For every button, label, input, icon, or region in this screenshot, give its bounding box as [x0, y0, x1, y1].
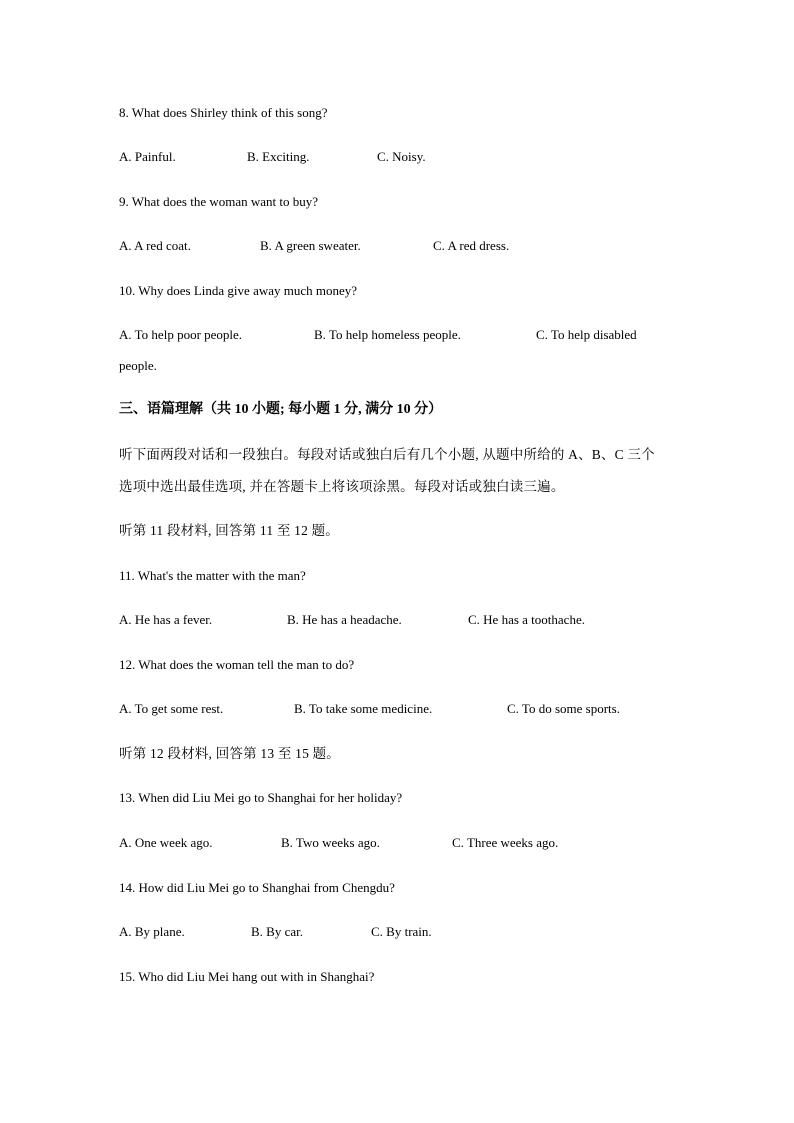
- q10-option-c: C. To help disabled: [536, 327, 637, 342]
- q8-option-a: A. Painful.: [119, 149, 176, 164]
- q12-option-c: C. To do some sports.: [507, 701, 620, 716]
- q12-option-b: B. To take some medicine.: [294, 701, 433, 716]
- question-12-options: [119, 700, 719, 718]
- instructions-line-2: 选项中选出最佳选项, 并在答题卡上将该项涂黑。每段对话或独白读三遍。: [119, 479, 565, 494]
- question-14: 14. How did Liu Mei go to Shanghai from Chengdu?: [119, 880, 395, 895]
- question-12: 12. What does the woman tell the man to do?: [119, 657, 355, 672]
- question-13-options: [119, 834, 719, 852]
- question-11-options: [119, 611, 719, 629]
- question-14-options: [119, 923, 719, 941]
- question-15: 15. Who did Liu Mei hang out with in Shanghai?: [119, 969, 375, 984]
- q11-option-a: A. He has a fever.: [119, 612, 213, 627]
- question-10: 10. Why does Linda give away much money?: [119, 283, 358, 298]
- q14-option-a: A. By plane.: [119, 924, 185, 939]
- q8-option-c: C. Noisy.: [377, 149, 426, 164]
- question-13: 13. When did Liu Mei go to Shanghai for her holiday?: [119, 790, 403, 805]
- question-11: 11. What's the matter with the man?: [119, 568, 306, 583]
- q9-option-b: B. A green sweater.: [260, 238, 361, 253]
- q8-option-b: B. Exciting.: [247, 149, 310, 164]
- q13-option-c: C. Three weeks ago.: [452, 835, 559, 850]
- q9-option-c: C. A red dress.: [433, 238, 510, 253]
- q12-option-a: A. To get some rest.: [119, 701, 224, 716]
- material-11-prompt: 听第 11 段材料, 回答第 11 至 12 题。: [119, 523, 339, 538]
- q9-option-a: A. A red coat.: [119, 238, 191, 253]
- q10-option-a: A. To help poor people.: [119, 327, 243, 342]
- q11-option-c: C. He has a toothache.: [468, 612, 585, 627]
- section-3-title: 三、语篇理解（共 10 小题; 每小题 1 分, 满分 10 分）: [119, 402, 443, 417]
- question-9: 9. What does the woman want to buy?: [119, 194, 319, 209]
- question-10-options: [119, 326, 719, 344]
- question-8-options: [119, 148, 719, 166]
- q10-option-c-continued: people.: [119, 358, 157, 373]
- question-9-options: [119, 237, 719, 255]
- material-12-prompt: 听第 12 段材料, 回答第 13 至 15 题。: [119, 746, 340, 761]
- q10-option-b: B. To help homeless people.: [314, 327, 461, 342]
- q11-option-b: B. He has a headache.: [287, 612, 402, 627]
- q13-option-a: A. One week ago.: [119, 835, 213, 850]
- question-8: 8. What does Shirley think of this song?: [119, 105, 328, 120]
- q14-option-c: C. By train.: [371, 924, 432, 939]
- instructions-line-1: 听下面两段对话和一段独白。每段对话或独白后有几个小题, 从题中所给的 A、B、C 三个: [119, 447, 655, 462]
- q13-option-b: B. Two weeks ago.: [281, 835, 380, 850]
- q14-option-b: B. By car.: [251, 924, 303, 939]
